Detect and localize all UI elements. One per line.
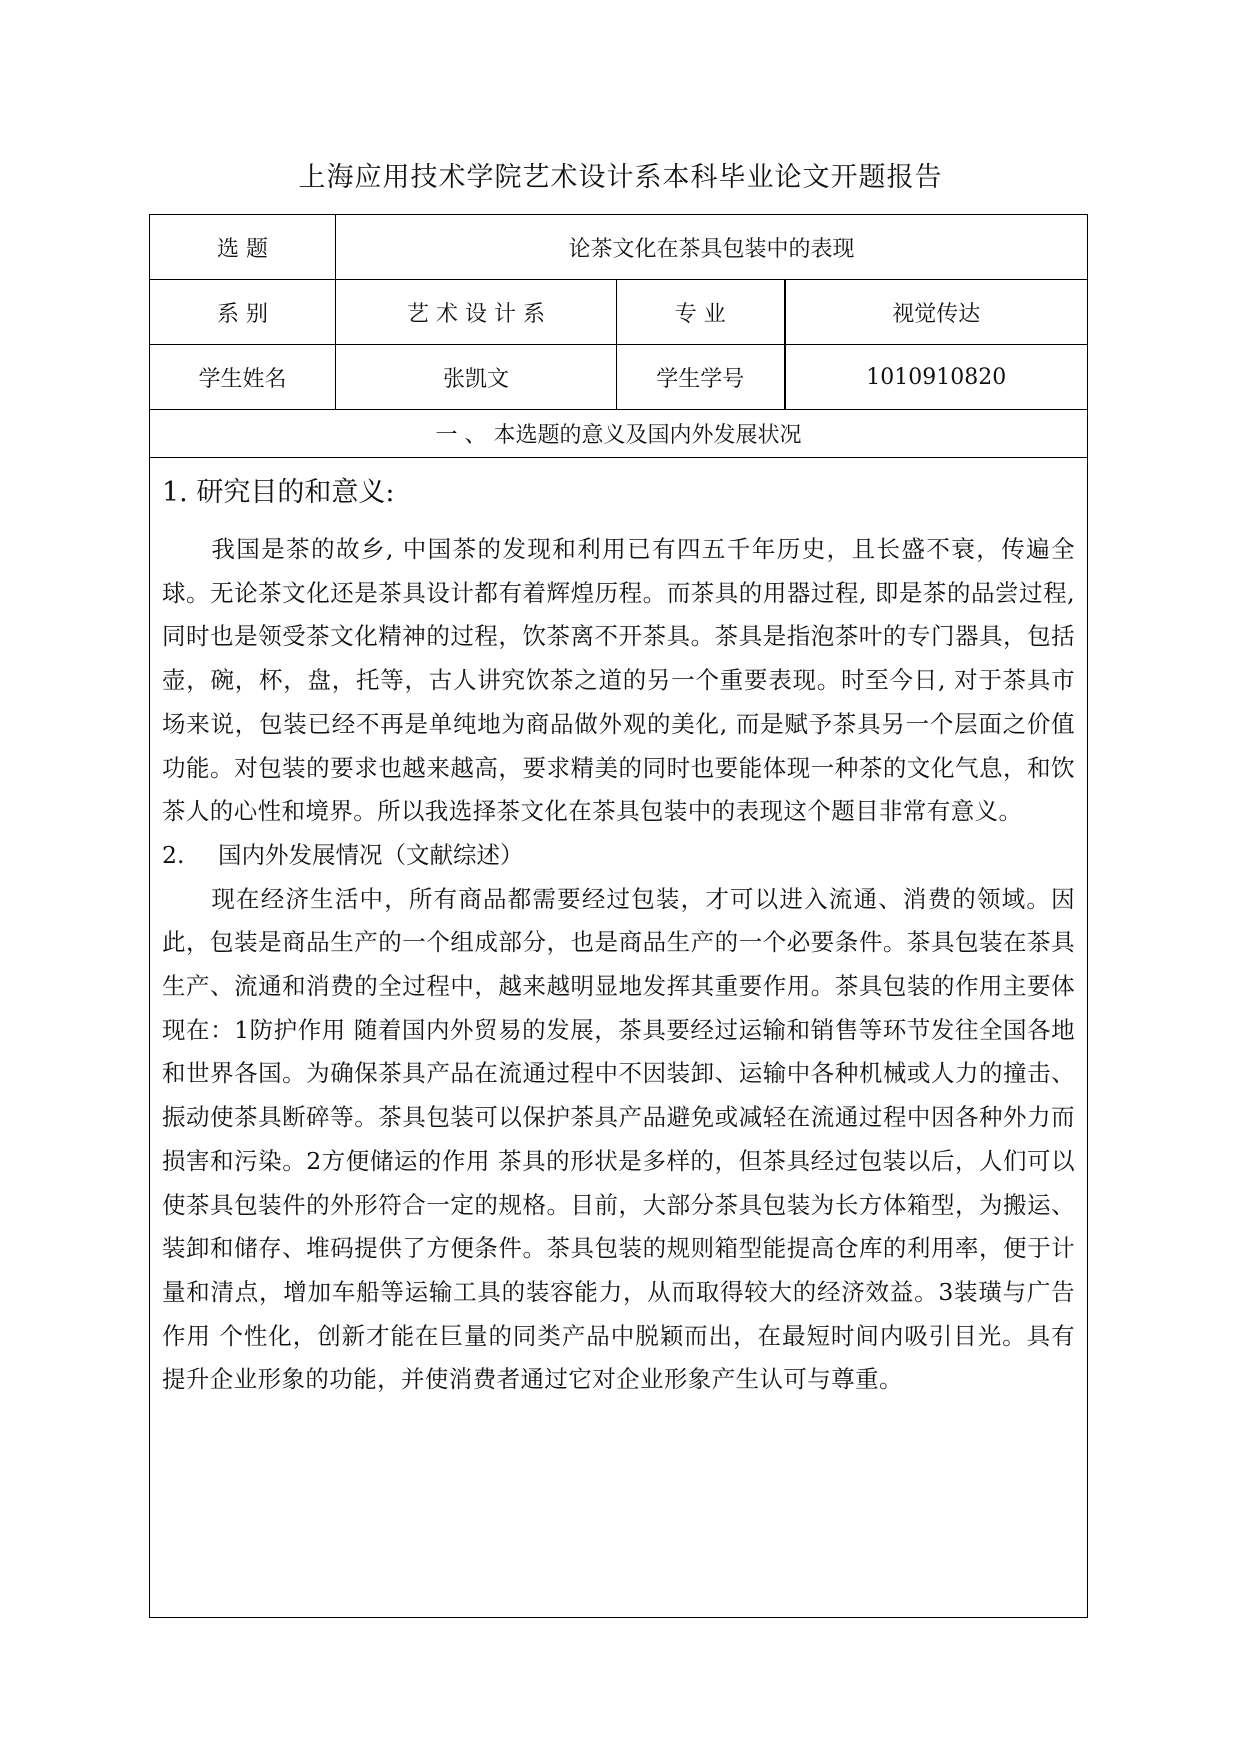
topic-label: 选 题 [150, 215, 336, 280]
topic-value: 论茶文化在茶具包装中的表现 [336, 215, 1088, 280]
row-department [150, 280, 1088, 345]
heading-development-number: 2. [162, 840, 185, 869]
row-student [150, 345, 1088, 410]
heading-development-text: 国内外发展情况（文献综述） [218, 840, 524, 869]
report-table [149, 214, 1088, 1618]
department-label: 系 别 [150, 280, 336, 345]
major-label: 专 业 [617, 280, 785, 345]
row-topic [150, 215, 1088, 280]
heading-research-purpose: 1. 研究目的和意义: [162, 477, 395, 508]
paragraph-development: 现在经济生活中，所有商品都需要经过包装，才可以进入流通、消费的领域。因此，包装是商品生产的一个组成部分，也是商品生产的一个必要条件。茶具包装在茶具生产、流通和消费的全过程中，越来越明显地发挥其重要作用。茶具包装的作用主要体现在：1防护作用 随着国内外贸易的发展，茶具要经过运输和销售等环节发往全国各地和世界各国。为确保茶具产品在流通过程中不因装卸、运输中各种机械或人力的撞击、振动使茶具断碎等。茶具包装可以保护茶具产品避免或减轻在流通过程中因各种外力而损害和污染。2方便储运的作用 茶具的形状是多样的，但茶具经过包装以后，人们可以使茶具包装件的外形符合一定的规格。目前，大部分茶具包装为长方体箱型，为搬运、装卸和储存、堆码提供了方便条件。茶具包装的规则箱型能提高仓库的利用率，便于计量和清点，增加车船等运输工具的装容能力，从而取得较大的经济效益。3装璜与广告作用 个性化，创新才能在巨量的同类产品中脱颖而出，在最短时间内吸引目光。具有提升企业形象的功能，并使消费者通过它对企业形象产生认可与尊重。 [162, 884, 1075, 1394]
major-value: 视觉传达 [785, 280, 1088, 345]
row-content [150, 458, 1088, 1618]
document-title: 上海应用技术学院艺术设计系本科毕业论文开题报告 [298, 162, 943, 193]
row-section-header [150, 410, 1088, 458]
student-id-label: 学生学号 [617, 345, 785, 410]
student-name-label: 学生姓名 [150, 345, 336, 410]
student-id-value: 1010910820 [785, 345, 1088, 410]
section-header: 一 、 本选题的意义及国内外发展状况 [150, 410, 1088, 458]
department-value: 艺 术 设 计 系 [336, 280, 617, 345]
student-name-value: 张凯文 [336, 345, 617, 410]
paragraph-research-purpose: 我国是茶的故乡, 中国茶的发现和利用已有四五千年历史，且长盛不衰，传遍全球。无论茶文化还是茶具设计都有着辉煌历程。而茶具的用器过程, 即是茶的品尝过程, 同时也是领受茶文化精神的过程，饮茶离不开茶具。茶具是指泡茶叶的专门器具，包括壶，碗，杯，盘，托等，古人讲究饮茶之道的另一个重要表现。时至今日, 对于茶具市场来说，包装已经不再是单纯地为商品做外观的美化, 而是赋予茶具另一个层面之价值功能。对包装的要求也越来越高，要求精美的同时也要能体现一种茶的文化气息，和饮茶人的心性和境界。所以我选择茶文化在茶具包装中的表现这个题目非常有意义。 [162, 535, 1075, 826]
content-cell [150, 458, 1088, 1618]
heading-development [162, 834, 1075, 878]
